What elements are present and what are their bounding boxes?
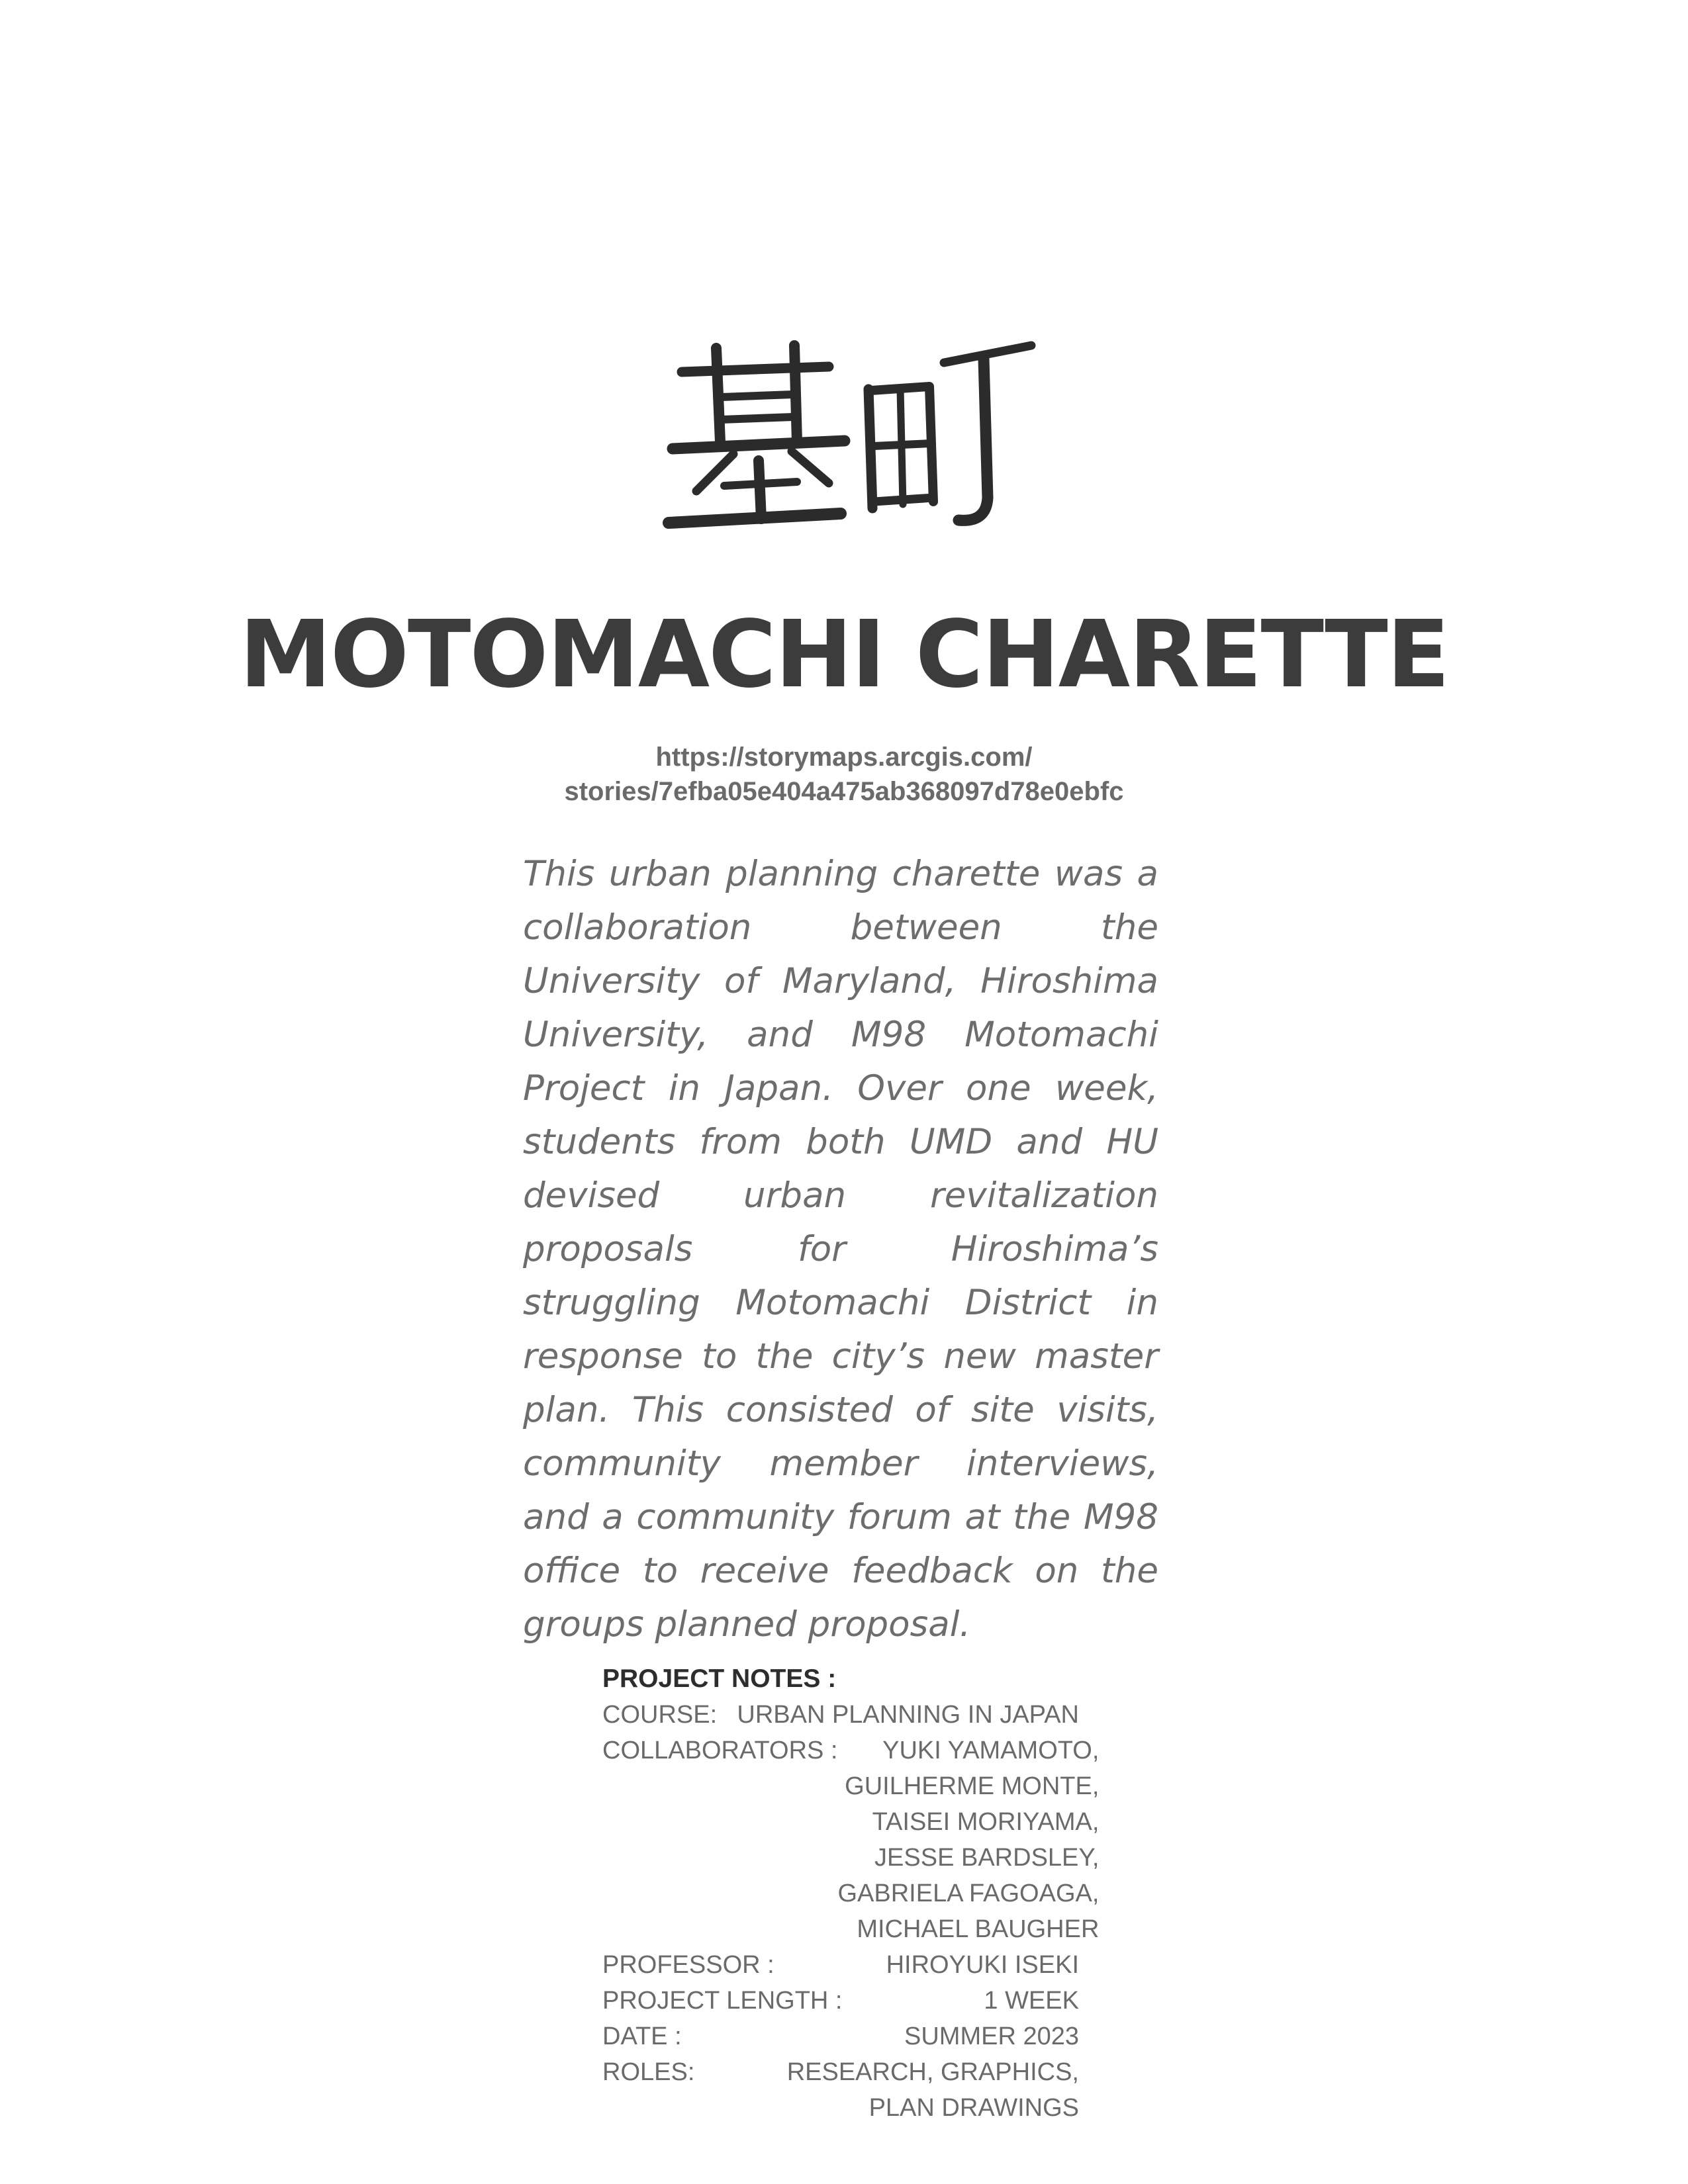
roles-list	[787, 2054, 1079, 2126]
role-item: PLAN DRAWINGS	[868, 2094, 1079, 2122]
project-notes-heading: PROJECT NOTES :	[602, 1664, 837, 1693]
collaborator-name: TAISEI MORIYAMA,	[872, 1808, 1100, 1836]
collaborators-list	[837, 1733, 1099, 1947]
collaborators-row	[602, 1733, 1100, 1947]
project-description: This urban planning charette was a collaboration between the University of Maryland, Hiroshima University, and M98 Motomachi Project in Japan. Over one week, students from both UMD and HU devised urban revitalization proposals for Hiroshima’s struggling Motomachi District in response to the city’s new master plan. This consisted of site visits, community member interviews, and a community forum at the M98 office to receive feedback on the groups planned proposal.	[523, 854, 1158, 1645]
date-value: SUMMER 2023	[904, 2023, 1079, 2050]
story-map-link[interactable]	[0, 740, 1688, 809]
story-map-link-line-2[interactable]: stories/7efba05e404a475ab368097d78e0ebfc	[564, 777, 1124, 806]
date-row	[602, 2019, 1079, 2054]
date-label: DATE :	[602, 2023, 682, 2050]
collaborator-name: MICHAEL BAUGHER	[857, 1915, 1100, 1943]
motomachi-kanji-calligraphy-icon	[655, 331, 1039, 529]
course-value: URBAN PLANNING IN JAPAN	[737, 1701, 1079, 1729]
project-length-label: PROJECT LENGTH :	[602, 1987, 843, 2015]
professor-row	[602, 1947, 1079, 1983]
story-map-link-line-1[interactable]: https://storymaps.arcgis.com/	[655, 743, 1033, 772]
project-length-value: 1 WEEK	[984, 1987, 1079, 2015]
project-notes	[602, 1661, 1100, 2126]
roles-row	[602, 2054, 1079, 2126]
collaborator-name: GUILHERME MONTE,	[845, 1772, 1100, 1800]
professor-label: PROFESSOR :	[602, 1951, 774, 1979]
professor-value: HIROYUKI ISEKI	[886, 1951, 1079, 1979]
course-row	[602, 1697, 1079, 1733]
collaborators-label: COLLABORATORS :	[602, 1737, 838, 1764]
project-length-row	[602, 1983, 1079, 2019]
collaborator-name: GABRIELA FAGOAGA,	[837, 1880, 1100, 1907]
collaborator-name: JESSE BARDSLEY,	[874, 1844, 1100, 1872]
collaborator-name: YUKI YAMAMOTO,	[882, 1737, 1100, 1764]
role-item: RESEARCH, GRAPHICS,	[786, 2058, 1079, 2086]
page-title: MOTOMACHI CHARETTE	[239, 601, 1449, 709]
course-label: COURSE:	[602, 1701, 718, 1729]
roles-label: ROLES:	[602, 2058, 695, 2086]
